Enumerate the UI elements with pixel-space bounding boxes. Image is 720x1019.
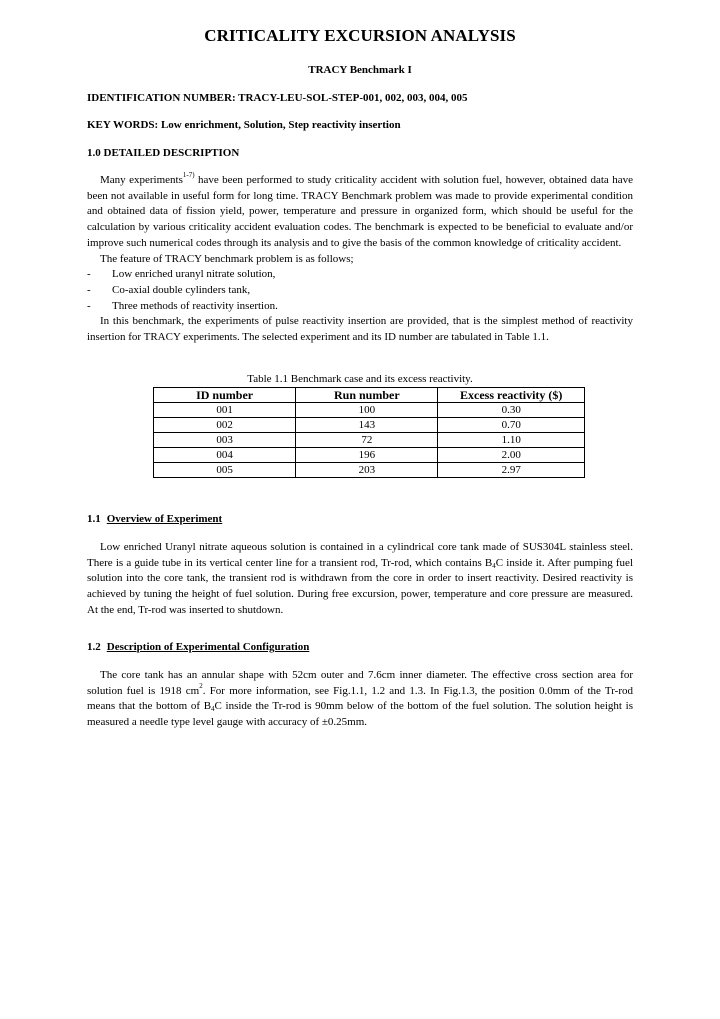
table-cell: 100 [296, 403, 438, 418]
table-row [154, 403, 585, 418]
list-item [87, 267, 633, 283]
paragraph-text: have been performed to study criticality accident with solution fuel, however, obtained data have been not available in useful form for long time. TRACY Benchmark problem was made to provide experimental condition and obtained data of fission yield, power, temperature and pressure in organized form, which should be useful for the calculation by various criticality accident evaluation codes. The benchmark is expected to be beneficial to evaluate and/or improve such numerical codes through its analysis and to give the basis of the common knowledge of criticality accident. [87, 174, 633, 249]
section-number: 1.2 [87, 641, 101, 653]
document-subtitle: TRACY Benchmark I [308, 64, 412, 76]
section-heading-1-1 [87, 513, 222, 525]
table-cell: 005 [154, 463, 296, 478]
paragraph-text: C inside the Tr-rod is 90mm below of the bottom of the fuel solution. The solution height is measured a needle type level gauge with accuracy of ±0.25mm. [87, 700, 633, 729]
paragraph-text: . For more information, see Fig.1.1, 1.2 and 1.3. In Fig.1.3, the position 0.0mm of the Tr-rod means that the bottom of B [87, 684, 634, 713]
paragraph-benchmark: In this benchmark, the experiments of pulse reactivity insertion are provided, that is the simplest method of reactivity insertion for TRACY experiments. The selected experiment and its ID number are tabulated in Table 1.1. [87, 315, 633, 344]
table-cell: 143 [296, 418, 438, 433]
key-words: KEY WORDS: Low enrichment, Solution, Step reactivity insertion [87, 119, 401, 131]
identification-number: IDENTIFICATION NUMBER: TRACY-LEU-SOL-STEP-001, 002, 003, 004, 005 [87, 92, 468, 104]
list-item [87, 283, 633, 299]
section-1-0-body [87, 173, 633, 346]
paragraph-text: Low enriched Uranyl nitrate aqueous solution is contained in a cylindrical core tank made of SUS304L stainless steel. There is a guide tube in its vertical center line for a transient rod, Tr-rod, which contains B [87, 541, 633, 569]
column-header: Run number [296, 388, 438, 403]
table-header-row [154, 388, 585, 403]
section-heading-1-2 [87, 641, 309, 653]
reference-superscript: 1-7) [182, 171, 195, 179]
list-item [87, 299, 633, 315]
table-cell: 001 [154, 403, 296, 418]
section-title: Overview of Experiment [106, 513, 223, 525]
table-cell: 002 [154, 418, 296, 433]
table-cell: 003 [154, 433, 296, 448]
unit-superscript: 2 [199, 681, 203, 690]
chemical-subscript: 4 [211, 705, 215, 714]
table-row [154, 463, 585, 478]
list-item-text: Three methods of reactivity insertion. [112, 299, 278, 312]
column-header: Excess reactivity ($) [438, 388, 585, 403]
paragraph-feature-intro: The feature of TRACY benchmark problem is as follows; [100, 252, 354, 265]
table-row [154, 418, 585, 433]
paragraph-text: The core tank has an annular shape with 52cm outer and 7.6cm inner diameter. The effective cross section area for solution fuel is 1918 cm [87, 669, 633, 697]
paragraph-intro [87, 173, 633, 252]
table-cell: 1.10 [438, 433, 585, 448]
table-cell: 004 [154, 448, 296, 463]
bullet-marker: - [87, 283, 91, 296]
section-title: Description of Experimental Configuration [106, 641, 310, 653]
section-number: 1.1 [87, 513, 101, 525]
list-item-text: Low enriched uranyl nitrate solution, [112, 268, 276, 281]
section-1-2-body [87, 668, 633, 731]
table-cell: 196 [296, 448, 438, 463]
table-cell: 203 [296, 463, 438, 478]
table-caption: Table 1.1 Benchmark case and its excess reactivity. [247, 373, 473, 385]
column-header: ID number [154, 388, 296, 403]
paragraph-text: C inside it. After pumping fuel solution into the core tank, the transient rod is withdrawn from the core in order to insert reactivity. Desired reactivity is achieved by tuning the height of fuel solution. During free excursion, power, temperature and core pressure are measured. At the end, Tr-rod was inserted to shutdown. [87, 556, 633, 616]
table-cell: 0.70 [438, 418, 585, 433]
table-cell: 2.00 [438, 448, 585, 463]
benchmark-table [153, 387, 585, 478]
paragraph-text: Many experiments [100, 174, 183, 186]
table-row [154, 433, 585, 448]
list-item-text: Co-axial double cylinders tank, [112, 283, 251, 296]
document-title: CRITICALITY EXCURSION ANALYSIS [204, 26, 516, 45]
table-row [154, 448, 585, 463]
bullet-marker: - [87, 299, 91, 312]
section-1-1-body [87, 540, 633, 619]
table-cell: 2.97 [438, 463, 585, 478]
section-heading-1-0: 1.0 DETAILED DESCRIPTION [87, 147, 240, 159]
bullet-marker: - [87, 268, 91, 281]
chemical-subscript: 4 [492, 561, 496, 570]
table-cell: 0.30 [438, 403, 585, 418]
table-cell: 72 [296, 433, 438, 448]
